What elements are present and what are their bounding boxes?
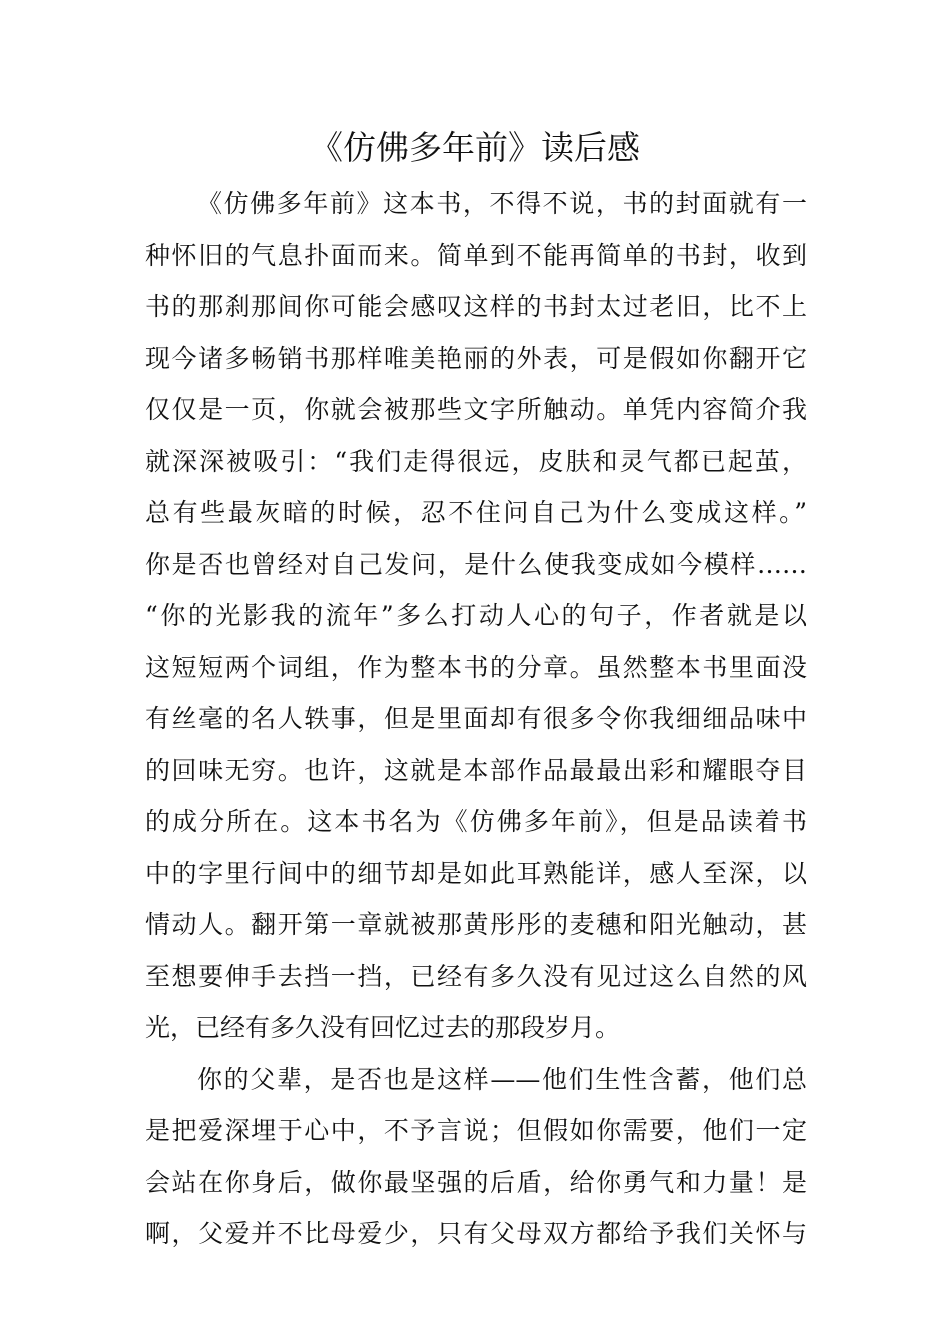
paragraph-2-line-3: 会站在你身后，做你最坚强的后盾，给你勇气和力量！是 (145, 1167, 807, 1197)
paragraph-1-line-5: 仅仅是一页，你就会被那些文字所触动。单凭内容简介我 (145, 395, 807, 424)
paragraph-1-line-8: 你是否也曾经对自己发问，是什么使我变成如今模样…… (145, 549, 807, 579)
paragraph-2-line-2: 是把爱深埋于心中，不予言说；但假如你需要，他们一定 (145, 1116, 807, 1145)
paragraph-2-line-4: 啊，父爱并不比母爱少，只有父母双方都给予我们关怀与 (145, 1219, 807, 1248)
paragraph-1-line-6: 就深深被吸引：“我们走得很远，皮肤和灵气都已起茧， (145, 446, 807, 476)
paragraph-1-line-9: “你的光影我的流年”多么打动人心的句子，作者就是以 (145, 601, 807, 630)
paragraph-1-line-4: 现今诸多畅销书那样唯美艳丽的外表，可是假如你翻开它 (145, 343, 807, 373)
paragraph-1-line-2: 种怀旧的气息扑面而来。简单到不能再简单的书封，收到 (145, 240, 807, 270)
paragraph-1-line-11: 有丝毫的名人轶事，但是里面却有很多令你我细细品味中 (145, 704, 807, 733)
paragraph-1-line-12: 的回味无穷。也许，这就是本部作品最最出彩和耀眼夺目 (145, 755, 807, 785)
page-title: 《仿佛多年前》读后感 (310, 128, 640, 167)
paragraph-1-line-10: 这短短两个词组，作为整本书的分章。虽然整本书里面没 (145, 652, 807, 682)
paragraph-1-line-13: 的成分所在。这本书名为《仿佛多年前》，但是品读着书 (145, 807, 807, 836)
paragraph-1-line-17: 光，已经有多久没有回忆过去的那段岁月。 (145, 1013, 621, 1042)
paragraph-1-line-16: 至想要伸手去挡一挡，已经有多久没有见过这么自然的风 (145, 961, 807, 991)
paragraph-1-line-3: 书的那刹那间你可能会感叹这样的书封太过老旧，比不上 (145, 292, 807, 321)
paragraph-1-line-1: 《仿佛多年前》这本书，不得不说，书的封面就有一 (197, 189, 807, 218)
essay-body (145, 178, 807, 1260)
paragraph-2-line-1: 你的父辈，是否也是这样——他们生性含蓄，他们总 (197, 1064, 807, 1094)
paragraph-1-line-15: 情动人。翻开第一章就被那黄彤彤的麦穗和阳光触动，甚 (145, 910, 807, 939)
paragraph-1-line-14: 中的字里行间中的细节却是如此耳熟能详，感人至深，以 (145, 858, 807, 888)
paragraph-1-line-7: 总有些最灰暗的时候，忍不住问自己为什么变成这样。” (145, 498, 807, 527)
